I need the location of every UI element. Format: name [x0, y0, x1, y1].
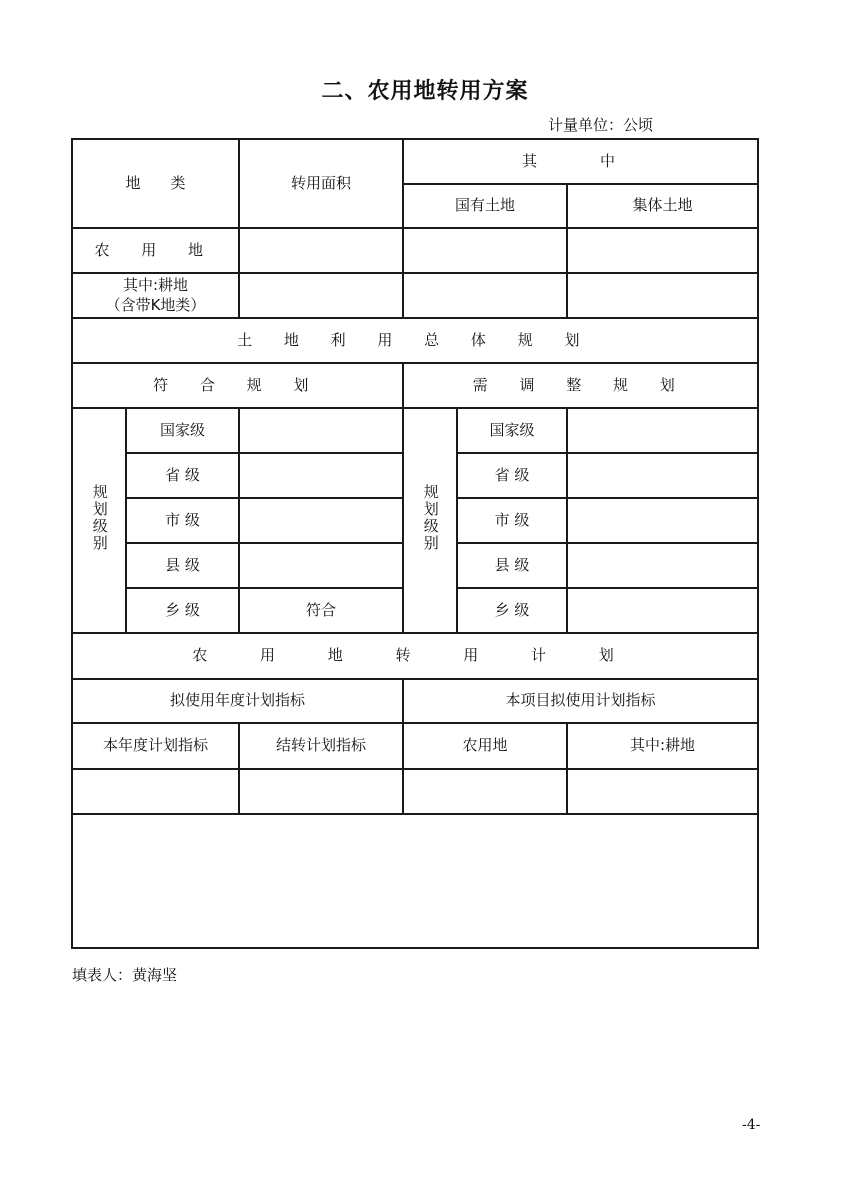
cell-cultivated-area[interactable]	[239, 273, 403, 318]
cell-carryover-index[interactable]	[239, 769, 403, 814]
adjust-value-county[interactable]	[567, 543, 758, 588]
cell-agricultural-state[interactable]	[403, 228, 567, 273]
row-cultivated-label	[72, 273, 239, 318]
section-land-use-planning: 土 地 利 用 总 体 规 划	[72, 318, 758, 363]
header-collective-land: 集体土地	[567, 184, 758, 228]
cell-cultivated-state[interactable]	[403, 273, 567, 318]
cell-agricultural-collective[interactable]	[567, 228, 758, 273]
header-land-type: 地 类	[72, 139, 239, 228]
section-conversion-plan: 农 用 地 转 用 计 划	[72, 633, 758, 679]
adjust-level-label: 规划级别	[403, 408, 457, 633]
adjust-value-city[interactable]	[567, 498, 758, 543]
adjust-value-township[interactable]	[567, 588, 758, 633]
conform-level-county: 县 级	[126, 543, 239, 588]
row-agricultural-label: 农 用 地	[72, 228, 239, 273]
conform-level-label: 规划级别	[72, 408, 126, 633]
adjust-level-province: 省 级	[457, 453, 567, 498]
adjust-level-city: 市 级	[457, 498, 567, 543]
header-annual-index: 拟使用年度计划指标	[72, 679, 403, 723]
adjust-level-national: 国家级	[457, 408, 567, 453]
adjust-level-county: 县 级	[457, 543, 567, 588]
conform-value-national[interactable]	[239, 408, 403, 453]
cultivated-line1: 其中:耕地	[122, 276, 189, 294]
header-conform-planning: 符 合 规 划	[72, 363, 403, 408]
adjust-value-national[interactable]	[567, 408, 758, 453]
header-agricultural: 农用地	[403, 723, 567, 769]
conform-level-national: 国家级	[126, 408, 239, 453]
header-area: 转用面积	[239, 139, 403, 228]
conform-level-township: 乡 级	[126, 588, 239, 633]
header-carryover-index: 结转计划指标	[239, 723, 403, 769]
remarks-area[interactable]	[72, 814, 758, 948]
conform-level-city: 市 级	[126, 498, 239, 543]
cell-this-year-index[interactable]	[72, 769, 239, 814]
unit-label: 计量单位：公顷	[548, 116, 654, 134]
cell-agricultural-area[interactable]	[239, 228, 403, 273]
header-cultivated: 其中:耕地	[567, 723, 758, 769]
conform-level-province: 省 级	[126, 453, 239, 498]
document-title: 二、农用地转用方案	[321, 79, 529, 104]
header-state-land: 国有土地	[403, 184, 567, 228]
cell-project-cultivated[interactable]	[567, 769, 758, 814]
header-adjust-planning: 需 调 整 规 划	[403, 363, 758, 408]
conform-value-county[interactable]	[239, 543, 403, 588]
header-project-index: 本项目拟使用计划指标	[403, 679, 758, 723]
adjust-level-township: 乡 级	[457, 588, 567, 633]
cultivated-line2: （含带K地类）	[105, 295, 206, 314]
conform-value-city[interactable]	[239, 498, 403, 543]
form-filler: 填表人：黄海坚	[72, 966, 178, 984]
conform-value-province[interactable]	[239, 453, 403, 498]
header-this-year-index: 本年度计划指标	[72, 723, 239, 769]
conform-value-township[interactable]: 符合	[239, 588, 403, 633]
cell-cultivated-collective[interactable]	[567, 273, 758, 318]
cell-project-agricultural[interactable]	[403, 769, 567, 814]
conversion-plan-table	[71, 138, 759, 949]
header-among: 其 中	[403, 139, 758, 184]
page-number: -4-	[742, 1117, 761, 1133]
adjust-value-province[interactable]	[567, 453, 758, 498]
